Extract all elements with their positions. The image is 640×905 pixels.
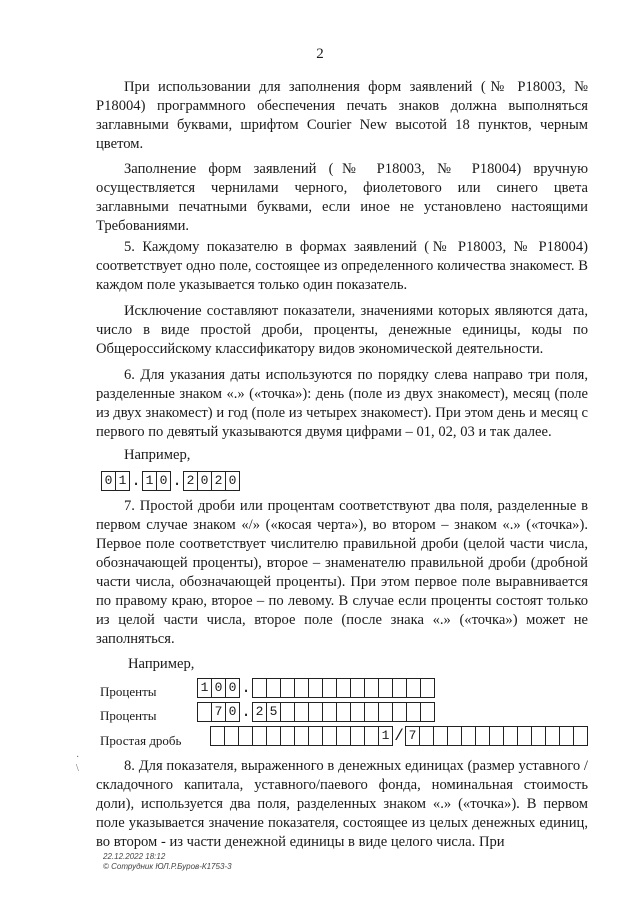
percent-integer-field — [197, 702, 240, 722]
date-year-field — [183, 471, 240, 491]
percent-integer-field — [197, 678, 240, 698]
comb-cell — [350, 726, 364, 746]
comb-cell — [322, 678, 336, 698]
comb-cell — [420, 702, 434, 722]
comb-cell: 5 — [266, 702, 280, 722]
comb-cell — [336, 702, 350, 722]
comb-cell — [392, 702, 406, 722]
margin-mark: · \ — [76, 752, 80, 774]
comb-cell: 1 — [197, 678, 211, 698]
date-separator: . — [172, 472, 182, 490]
comb-cell — [280, 702, 294, 722]
comb-cell: 7 — [211, 702, 225, 722]
comb-cell — [266, 678, 280, 698]
comb-cell — [350, 678, 364, 698]
paragraph-4: Исключение составляют показатели, значениями которых являются дата, число в виде простой дроби, проценты, денежные единицы, коды по Общероссийскому классификатору видов экономической деятельности. — [96, 303, 588, 357]
comb-cell — [322, 726, 336, 746]
fraction-numerator-field — [210, 726, 393, 746]
paragraph-7: 8. Для показателя, выраженного в денежных единицах (размер уставного /складочного капитала, уставного/паевого фонда, номинальная стоимость доли), используется два поля, разделенных знаком «.» («точка»). В первом поле указывается значение показателя, состоящее из целых денежных единиц, во втором - из части денежной единицы в виде целого числа. При — [96, 758, 588, 850]
percent-row-2-field — [197, 702, 435, 722]
comb-cell — [433, 726, 447, 746]
comb-cell — [238, 726, 252, 746]
comb-cell: 0 — [101, 471, 115, 491]
comb-cell — [420, 678, 434, 698]
comb-cell: 2 — [211, 471, 225, 491]
comb-cell — [545, 726, 559, 746]
date-example-field — [101, 471, 240, 491]
comb-cell — [489, 726, 503, 746]
footer-author: © Сотрудник ЮЛ.Р.Буров-К1753-3 — [103, 862, 232, 871]
paragraph-5: 6. Для указания даты используются по порядку слева направо три поля, разделенные знаком «.» («точка»): день (поле из двух знакомест), месяц (поле из двух знакомест) и год (поле из четырех знакомест). При этом день и месяц с первого по девятый указываются двумя цифрами – 01, 02, 03 и так далее. — [96, 367, 588, 440]
comb-cell — [531, 726, 545, 746]
row-label-percent-1: Проценты — [100, 684, 157, 699]
fraction-separator: / — [394, 727, 404, 745]
comb-cell — [406, 678, 420, 698]
comb-cell — [308, 678, 322, 698]
paragraph-3: 5. Каждому показателю в формах заявлений (№ Р18003, № Р18004) соответствует одно поле, состоящее из определенного количества знакомест. В каждом поле указывается только один показатель. — [96, 239, 588, 293]
comb-cell — [224, 726, 238, 746]
comb-cell: 2 — [183, 471, 197, 491]
comb-cell — [364, 678, 378, 698]
comb-cell: 7 — [405, 726, 419, 746]
comb-cell — [378, 702, 392, 722]
comb-cell — [308, 702, 322, 722]
percent-separator: . — [241, 679, 251, 697]
comb-cell: 0 — [156, 471, 170, 491]
comb-cell — [378, 678, 392, 698]
date-month-field — [142, 471, 171, 491]
comb-cell: 1 — [115, 471, 129, 491]
comb-cell — [406, 702, 420, 722]
comb-cell — [336, 678, 350, 698]
footer-date: 22.12.2022 18:12 — [103, 852, 166, 861]
comb-cell — [294, 702, 308, 722]
page-number: 2 — [316, 46, 324, 62]
paragraph-6: 7. Простой дроби или процентам соответствуют два поля, разделенные в первом случае знаком «/» («косая черта»), во втором – знаком «.» («точка»). Первое поле соответствует числителю правильной дроби (целой части числа, обозначающей проценты), второе – знаменателю правильной дроби (дробной части числа, обозначающей проценты). При этом первое поле выравнивается по правому краю, второе – по левому. В случае если проценты состоят только из целой части числа, второе поле (после знака «.» («точка») может не заполняться. — [96, 498, 588, 647]
fraction-row-field — [210, 726, 588, 746]
percent-row-1-field — [197, 678, 435, 698]
row-label-fraction: Простая дробь — [100, 733, 182, 748]
example-label-fractions: Например, — [128, 656, 195, 672]
comb-cell — [280, 678, 294, 698]
comb-cell — [364, 726, 378, 746]
comb-cell — [517, 726, 531, 746]
comb-cell — [280, 726, 294, 746]
example-label-date: Например, — [124, 447, 191, 463]
comb-cell — [503, 726, 517, 746]
comb-cell — [350, 702, 364, 722]
comb-cell — [447, 726, 461, 746]
comb-cell: 1 — [378, 726, 392, 746]
comb-cell: 2 — [252, 702, 266, 722]
percent-separator: . — [241, 703, 251, 721]
footer-stamp — [103, 852, 232, 872]
date-day-field — [101, 471, 130, 491]
paragraph-1: При использовании для заполнения форм заявлений (№ Р18003, № Р18004) программного обеспечения печать знаков должна выполняться заглавными буквами, шрифтом Courier New высотой 18 пунктов, черным цветом. — [96, 79, 588, 152]
comb-cell — [419, 726, 433, 746]
comb-cell — [559, 726, 573, 746]
row-label-percent-2: Проценты — [100, 708, 157, 723]
comb-cell: 0 — [211, 678, 225, 698]
comb-cell — [322, 702, 336, 722]
comb-cell — [252, 678, 266, 698]
comb-cell — [294, 678, 308, 698]
comb-cell: 0 — [197, 471, 211, 491]
comb-cell — [252, 726, 266, 746]
percent-fraction-field — [252, 702, 435, 722]
comb-cell: 0 — [225, 471, 239, 491]
comb-cell: 1 — [142, 471, 156, 491]
comb-cell — [197, 702, 211, 722]
comb-cell — [266, 726, 280, 746]
comb-cell — [392, 678, 406, 698]
comb-cell: 0 — [225, 678, 239, 698]
date-separator: . — [131, 472, 141, 490]
comb-cell: 0 — [225, 702, 239, 722]
comb-cell — [364, 702, 378, 722]
percent-fraction-field — [252, 678, 435, 698]
comb-cell — [573, 726, 587, 746]
comb-cell — [461, 726, 475, 746]
comb-cell — [336, 726, 350, 746]
comb-cell — [210, 726, 224, 746]
fraction-denominator-field — [405, 726, 588, 746]
paragraph-2: Заполнение форм заявлений (№ Р18003, № Р18004) вручную осуществляется чернилами черного, фиолетового или синего цвета заглавными печатными буквами, если иное не установлено настоящими Требованиями. — [96, 161, 588, 234]
comb-cell — [475, 726, 489, 746]
comb-cell — [294, 726, 308, 746]
comb-cell — [308, 726, 322, 746]
